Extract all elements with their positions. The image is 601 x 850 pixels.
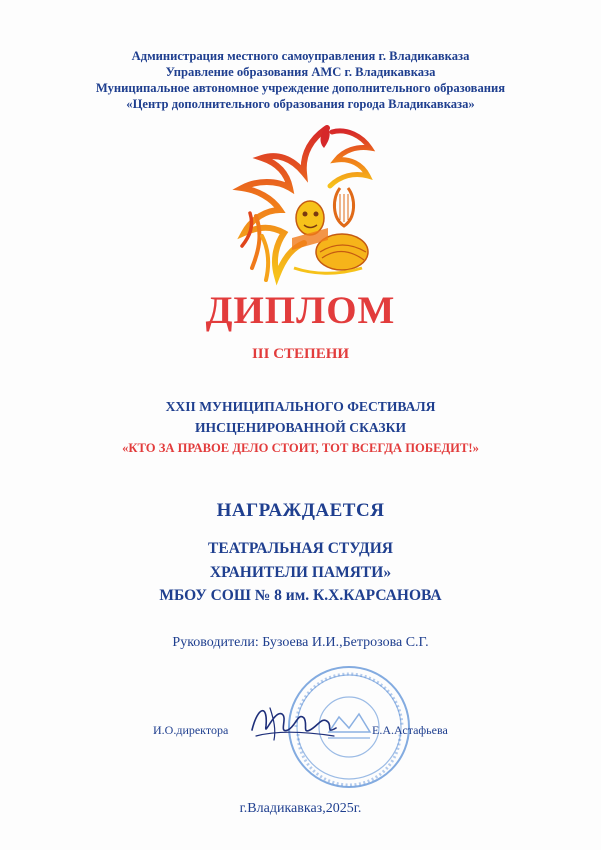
city-year: г.Владикавказ,2025г. (239, 801, 362, 816)
diploma-degree: III СТЕПЕНИ (251, 346, 350, 362)
header-center-name: «Центр дополнительного образования города Владикавказа» (126, 97, 475, 111)
festival-line-1: XXII МУНИЦИПАЛЬНОГО ФЕСТИВАЛЯ (165, 399, 436, 414)
festival-line-2: ИНСЦЕНИРОВАННОЙ СКАЗКИ (194, 420, 407, 435)
festival-motto: «КТО ЗА ПРАВОЕ ДЕЛО СТОИТ, ТОТ ВСЕГДА ПОБЕДИТ!» (122, 441, 479, 455)
diploma-title: ДИПЛОМ (205, 289, 396, 332)
header-education-dept: Управление образования АМС г. Владикавказа (165, 65, 436, 79)
phoenix-logo-icon (232, 118, 382, 290)
director-title: И.О.директора (153, 723, 229, 737)
director-signature-icon (248, 700, 340, 744)
recipient-line-1: ТЕАТРАЛЬНАЯ СТУДИЯ (208, 540, 393, 557)
header-administration: Администрация местного самоуправления г. Владикавказа (131, 49, 470, 63)
awarded-label: НАГРАЖДАЕТСЯ (216, 500, 385, 521)
director-name: Е.А.Астафьева (372, 723, 448, 737)
recipient-line-2: ХРАНИТЕЛИ ПАМЯТИ» (209, 564, 392, 581)
recipient-line-3: МБОУ СОШ № 8 им. К.Х.КАРСАНОВА (159, 587, 442, 604)
leaders-line: Руководители: Бузоева И.И.,Бетрозова С.Г. (172, 635, 429, 650)
header-institution: Муниципальное автономное учреждение дополнительного образования (95, 81, 506, 95)
